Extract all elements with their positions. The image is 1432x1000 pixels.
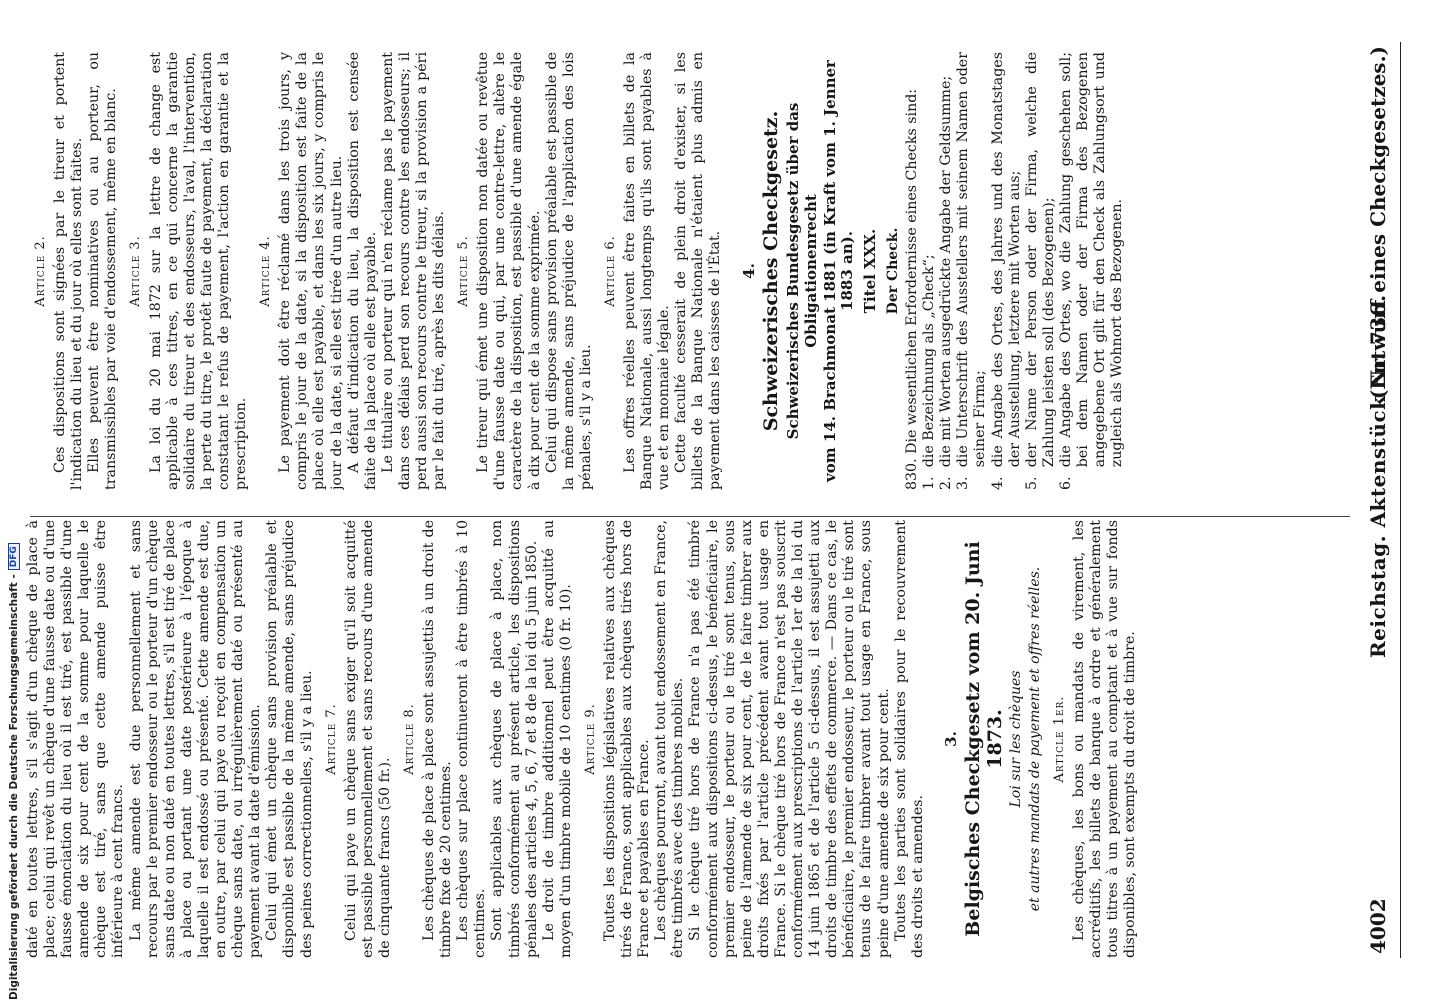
article-heading: Article 1er. <box>1052 695 1068 783</box>
paragraph: Sont applicables aux chèques de place à place, non timbrés conformément au présent article, les dispositions pénales des articles 4, 5, 6, 7 et 8 de la loi du 5 juin 1850. <box>489 520 540 958</box>
list-item: 5. der Name der Person oder der Firma, welche die Zahlung leisten soll (des Bezogenen); <box>1023 52 1057 490</box>
paragraph: Les chèques pourront, avant tout endossement en France, être timbrés avec des timbres mobiles. <box>653 520 687 958</box>
left-column <box>25 520 1350 958</box>
paragraph: Les offres réelles peuvent être faites en billets de la Banque Nationale, aussi longtemps qu'ils sont payables à vue et en monnaie légale. <box>622 52 673 490</box>
paragraph: Cette faculté cesserait de plein droit d'exister, si les billets de la Banque Nationale n'étaient plus admis en payement dans les caisses de l'État. <box>673 52 724 490</box>
right-column <box>25 52 1350 490</box>
section-title: Schweizerisches Checkgesetz. <box>759 110 782 432</box>
running-subtitle: (Entwurf eines Checkgesetzes.) <box>1366 46 1390 400</box>
section-title: Belgisches Checkgesetz vom 20. Juni 1873. <box>961 541 1006 937</box>
article-heading: Article 3. <box>128 235 144 307</box>
paragraph: Ces dispositions sont signées par le tireur et portent l'indication du lieu et du jour où elles sont faites. <box>52 52 86 490</box>
paragraph: Toutes les parties sont solidaires pour le recouvrement des droits et amendes. <box>892 520 926 958</box>
digitization-credit <box>8 0 20 1000</box>
section-number: 4. <box>739 263 758 279</box>
dfg-logo: DFG <box>8 543 20 570</box>
paragraph: 830. Die wesentlichen Erfordernisse eines Checks sind: <box>904 88 921 490</box>
list-item: 3. die Unterschrift des Ausstellers mit seinem Namen oder seiner Firma; <box>955 52 989 490</box>
paragraph: daté en toutes lettres, s'il s'agit d'un chèque de place à place; celui qui revêt un chèque d'une fausse date ou d'une fausse énonciation du lieu où il est tiré, est passible d'une amende de six pour cent de la somme pour laquelle le chèque est tiré, sans que cette amende puisse être inférieure à cent francs. <box>25 520 127 958</box>
article-heading: Article 5. <box>456 235 472 307</box>
article-heading: Article 9. <box>582 703 598 775</box>
list-item: 6. die Angabe des Ortes, wo die Zahlung geschehen soll; bei dem Namen oder der Firma des Bezogenen angegebene Ort gilt für den Check als Zahlungsort und zugleich als Wohnort des Bezogenen. <box>1057 52 1126 490</box>
paragraph: La loi du 20 mai 1872 sur la lettre de change est applicable à ces titres, en ce qui concerne la garantie solidaire du tireur et des endosseurs, l'aval, l'intervention, la perte du titre, le protêt faute de payement, la déclaration constatant le refus de payement, l'action en garantie et la prescription. <box>147 52 250 490</box>
paragraph: Celui qui paye un chèque sans exiger qu'il soit acquitté est passible personnellement et sans recours d'une amende de cinquante francs (50 fr.). <box>342 520 393 958</box>
paragraph: Les chèques sur place continueront à être timbrés à 10 centimes. <box>455 520 489 958</box>
page-number: 4002 <box>1366 898 1390 954</box>
list-item: 1. die Bezeichnung als „Check“; <box>921 254 938 490</box>
section-subtitle: et autres mandats de payement et offres réelles. <box>1026 566 1043 912</box>
page-header <box>1360 42 1401 958</box>
article-heading: Article 6. <box>602 235 618 307</box>
paragraph: Le tireur qui émet une disposition non datée ou revêtue d'une fausse date ou qui, par une contre-lettre, altère le caractère de la disposition, est passible d'une amende égale à dix pour cent de la somme exprimée. <box>475 52 543 490</box>
article-heading: Article 4. <box>258 235 274 307</box>
paragraph: Les chèques de place à place sont assujettis à un droit de timbre fixe de 20 centimes. <box>421 520 455 958</box>
section-date: vom 14. Brachmonat 1881 (in Kraft vom 1. Jenner 1883 an). <box>820 60 856 482</box>
article-heading: Article 2. <box>33 235 48 307</box>
paragraph: La même amende est due personnellement et sans recours par le premier endosseur ou le porteur d'un chèque sans date ou non daté en toutes lettres, s'il est tiré de place à place ou portant une date postérieure à l'époque à laquelle il est endossé ou présenté. Cette amende est due, en outre, par celui qui paye ou reçoit en compensation un chèque sans date, ou irrégulièrement daté ou présenté au payement avant la date d'émission. <box>127 520 264 958</box>
credit-text: Digitalisierung gefördert durch die Deutsche Forschungsgemeinschaft - <box>8 574 20 1000</box>
title-heading: Titel XXX. <box>860 228 879 314</box>
running-title: Reichstag. Aktenstück Nr. 736. <box>1366 294 1390 658</box>
article-heading: Article 7. <box>323 703 339 775</box>
paragraph: Celui qui émet un chèque sans provision préalable et disponible est passible de la même amende, sans préjudice des peines correctionnelles, s'il y a lieu. <box>264 520 315 958</box>
section-subtitle: Loi sur les chèques <box>1007 670 1024 808</box>
section-number: 3. <box>941 731 960 747</box>
paragraph: Le droit de timbre additionnel peut être acquitté au moyen d'un timbre mobile de 10 centimes (0 fr. 10). <box>540 520 574 958</box>
title-subheading: Der Check. <box>884 227 901 315</box>
paragraph: Le payement doit être réclamé dans les trois jours, y compris le jour de la date, si la disposition est faite de la place où elle est payable, et dans les six jours, y compris le jour de la date, si elle est tirée d'un autre lieu. <box>277 52 345 490</box>
paragraph: Elles peuvent être nominatives ou au porteur, ou transmissibles par voie d'endossement, même en blanc. <box>86 52 120 490</box>
paragraph: Toutes les dispositions législatives relatives aux chèques tirés de France, sont applicables aux chèques tirés hors de France et payables en France. <box>602 520 653 958</box>
paragraph: Si le chèque tiré hors de France n'a pas été timbré conformément aux dispositions ci-dessus, le bénéficiaire, le premier endosseur, le porteur ou le tiré sont tenus, sous peine de l'amende de six pour cent, de le faire timbrer aux droits fixés par l'article précédent avant tout usage en France. Si le chèque tiré hors de France n'est pas souscrit conformément aux prescriptions de l'article 1er de la loi du 14 juin 1865 et de l'article 5 ci-dessus, il est assujetti aux droits de timbre des effets de commerce. — Dans ce cas, le bénéficiaire, le premier endosseur, le porteur ou le tiré sont tenus de le faire timbrer avant tout usage en France, sous peine d'une amende de six pour cent. <box>687 520 892 958</box>
list-item: 2. die mit Worten ausgedrückte Angabe der Geldsumme; <box>938 75 955 490</box>
paragraph: Les chèques, les bons ou mandats de virement, les accréditifs, les billets de banque à ordre et généralement tous titres à un payement au comptant et à vue sur fonds disponibles, sont exempts du droit de timbre. <box>1071 520 1139 958</box>
article-heading: Article 8. <box>401 703 417 775</box>
paragraph: A défaut d'indication du lieu, la disposition est censée faite de la place où elle est payable. <box>345 52 379 490</box>
paragraph: Celui qui dispose sans provision préalable est passible de la même amende, sans préjudice de l'application des lois pénales, s'il y a lieu. <box>543 52 594 490</box>
section-subtitle: Schweizerisches Bundesgesetz über das Obligationenrecht <box>783 102 820 440</box>
paragraph: Le titulaire ou porteur qui n'en réclame pas le payement dans ces délais perd son recours contre les endosseurs; il perd aussi son recours contre le tireur, si la provision a péri par le fait du tiré, après les dits délais. <box>379 52 448 490</box>
column-divider <box>30 516 1350 517</box>
list-item: 4. die Angabe des Ortes, des Jahres und des Monatstages der Ausstellung, letztere mit Worten aus; <box>989 52 1023 490</box>
